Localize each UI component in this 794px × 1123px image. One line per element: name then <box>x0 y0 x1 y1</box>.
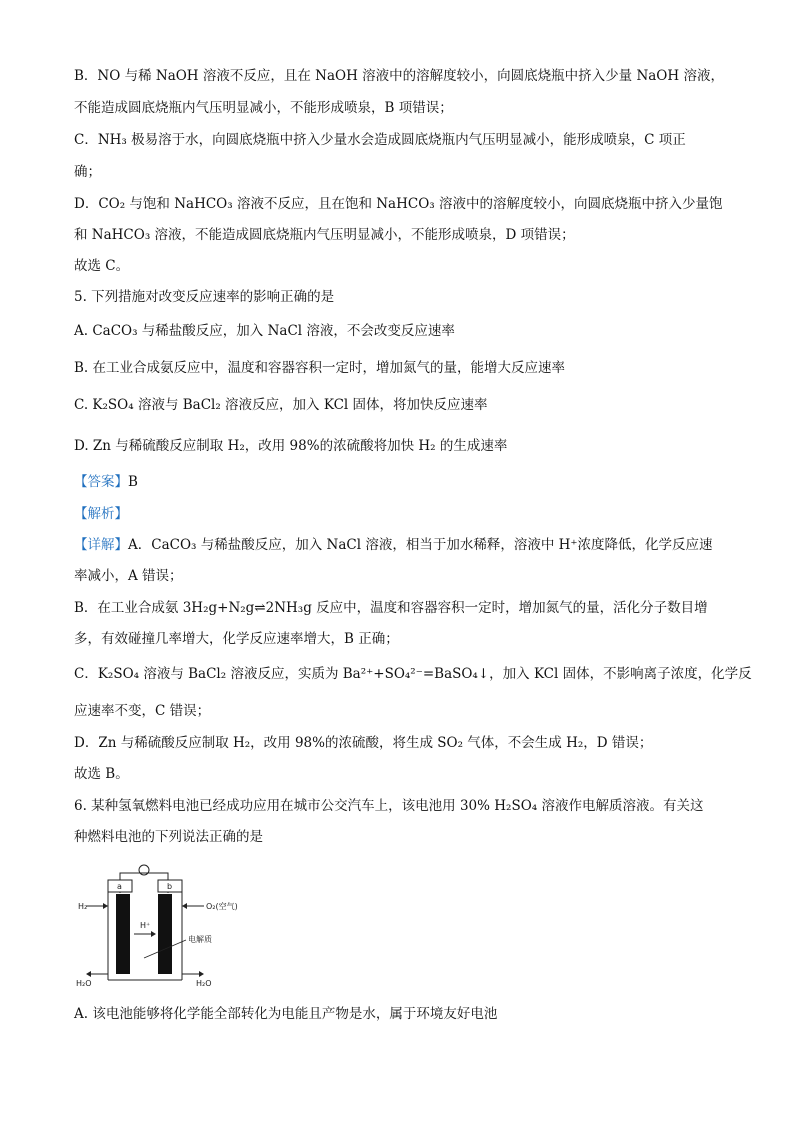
answer-tag: 【答案】 <box>74 474 128 490</box>
label-h2o-right: H₂O <box>196 979 212 988</box>
text-line: 故选 C。 <box>74 258 130 274</box>
question-5-stem: 5. 下列措施对改变反应速率的影响正确的是 <box>74 289 335 305</box>
label-electrolyte: 电解质 <box>188 935 212 944</box>
analysis-heading <box>74 504 128 524</box>
analysis-tag: 【解析】 <box>74 506 128 522</box>
question-6-stem: 6. 某种氢氧燃料电池已经成功应用在城市公交汽车上，该电池用 30% H₂SO₄ 溶液作电解质溶液。有关这 <box>74 798 704 814</box>
text-line: D．CO₂ 与饱和 NaHCO₃ 溶液不反应，且在饱和 NaHCO₃ 溶液中的溶解度较小，向圆底烧瓶中挤入少量饱 <box>74 196 723 212</box>
electrode-b <box>158 894 172 974</box>
text-line: 不能造成圆底烧瓶内气压明显减小，不能形成喷泉，B 项错误； <box>74 100 453 116</box>
text-line: 故选 B。 <box>74 766 129 782</box>
text-line: C．NH₃ 极易溶于水，向圆底烧瓶中挤入少量水会造成圆底烧瓶内气压明显减小，能形成喷泉，C 项正 <box>74 132 686 148</box>
text-line: B．NO 与稀 NaOH 溶液不反应，且在 NaOH 溶液中的溶解度较小，向圆底烧瓶中挤入少量 NaOH 溶液， <box>74 68 724 84</box>
detail-text: A．CaCO₃ 与稀盐酸反应，加入 NaCl 溶液，相当于加水稀释，溶液中 H⁺浓度降低，化学反应速 <box>128 537 713 553</box>
question-5-option-d: D. Zn 与稀硫酸反应制取 H₂，改用 98%的浓硫酸将加快 H₂ 的生成速率 <box>74 438 508 454</box>
fuel-cell-diagram <box>74 858 238 998</box>
question-5-option-c: C. K₂SO₄ 溶液与 BaCl₂ 溶液反应，加入 KCl 固体，将加快反应速率 <box>74 397 488 413</box>
text-line: 率减小，A 错误； <box>74 568 183 584</box>
text-line: C．K₂SO₄ 溶液与 BaCl₂ 溶液反应，实质为 Ba²⁺+SO₄²⁻=BaSO₄↓，加入 KCl 固体，不影响离子浓度，化学反 <box>74 666 752 682</box>
text-line: 确； <box>74 164 101 180</box>
question-5-option-b: B. 在工业合成氨反应中，温度和容器容积一定时，增加氮气的量，能增大反应速率 <box>74 360 566 376</box>
detail-line <box>74 535 713 555</box>
electrode-a <box>116 894 130 974</box>
label-hplus: H⁺ <box>140 921 151 930</box>
text-line: D．Zn 与稀硫酸反应制取 H₂，改用 98%的浓硫酸，将生成 SO₂ 气体，不会生成 H₂，D 错误； <box>74 735 653 751</box>
question-5-option-a: A. CaCO₃ 与稀盐酸反应，加入 NaCl 溶液，不会改变反应速率 <box>74 323 455 339</box>
question-6-option-a: A. 该电池能够将化学能全部转化为电能且产物是水，属于环境友好电池 <box>74 1006 498 1022</box>
label-a: a <box>117 882 122 891</box>
detail-tag: 【详解】 <box>74 537 128 553</box>
label-h2: H₂ <box>78 902 88 911</box>
label-h2o-left: H₂O <box>76 979 92 988</box>
label-o2: O₂(空气) <box>206 902 238 911</box>
answer-value: B <box>128 474 138 490</box>
text-line: 多，有效碰撞几率增大，化学反应速率增大，B 正确； <box>74 631 399 647</box>
text-line: B．在工业合成氨 3H₂g+N₂g⇌2NH₃g 反应中，温度和容器容积一定时，增加氮气的量，活化分子数目增 <box>74 600 708 616</box>
question-6-stem-cont: 种燃料电池的下列说法正确的是 <box>74 829 263 845</box>
text-line: 应速率不变，C 错误； <box>74 703 211 719</box>
text-line: 和 NaHCO₃ 溶液，不能造成圆底烧瓶内气压明显减小，不能形成喷泉，D 项错误； <box>74 227 575 243</box>
answer-line <box>74 472 138 492</box>
label-b: b <box>167 882 173 891</box>
